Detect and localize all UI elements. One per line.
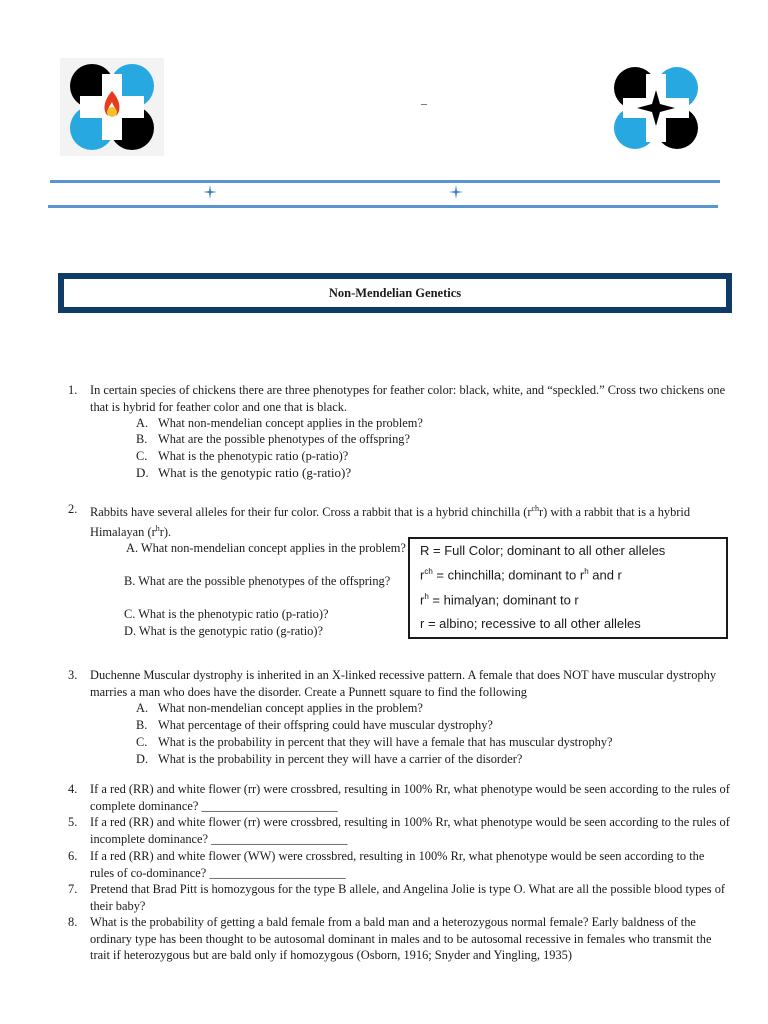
subquestion: D. What is the genotypic ratio (g-ratio)?: [124, 624, 323, 638]
allele-line: $r^h$ = himalyan; dominant to r: [420, 592, 579, 608]
question-number: 1.: [68, 383, 78, 397]
subquestion: B. What percentage of their offspring could have muscular dystrophy?: [136, 718, 493, 732]
allele-line: R = Full Color; dominant to all other alleles: [420, 543, 666, 558]
header-rule-top: [50, 180, 720, 183]
right-seal-logo: [605, 62, 709, 154]
header-rule-bottom: [48, 205, 718, 208]
question-text: What is the probability of getting a bald female from a bald man and a heterozygous normal female? Early baldness of the ordinary type has been thought to be autosomal dominant in males and to be autosomal recessive in females who transmit the trait if heterozygous but are bald only if homozygous (Osborn, 1916; Snyder and Yingling, 1935): [90, 915, 712, 962]
sparkle-icon: [449, 185, 463, 199]
title-box: [58, 273, 732, 313]
header-dash: –: [421, 96, 427, 110]
subquestion: B. What are the possible phenotypes of the offspring?: [124, 574, 391, 588]
subquestion: B. What are the possible phenotypes of the offspring?: [136, 432, 410, 446]
question-text: Pretend that Brad Pitt is homozygous for the type B allele, and Angelina Jolie is type O. What are all the possible blood types of their baby?: [90, 882, 726, 913]
question-text: If a red (RR) and white flower (rr) were crossbred, resulting in 100% Rr, what phenotype would be seen according to the rules of incomplete dominance? ______________________: [90, 815, 730, 846]
question-number: 2.: [68, 502, 78, 516]
question-text: If a red (RR) and white flower (WW) were crossbred, resulting in 100% Rr, what phenotype would be seen according to the rules of co-dominance? ______________________: [90, 849, 705, 880]
subquestion: A. What non-mendelian concept applies in the problem?: [136, 701, 423, 715]
left-seal-logo: [60, 58, 164, 156]
allele-line: $r^{ch}$ = chinchilla; dominant to $r^h$ and r: [420, 567, 622, 583]
question-text: In certain species of chickens there are three phenotypes for feather color: black, white, and “speckled.” Cross two chickens one that is hybrid for feather color and one that is black.: [90, 383, 726, 414]
sparkle-icon: [203, 185, 217, 199]
question-number: 4.: [68, 782, 78, 796]
subquestion: A. What non-mendelian concept applies in the problem?: [136, 416, 423, 430]
question-text: Duchenne Muscular dystrophy is inherited in an X-linked recessive pattern. A female that does NOT have muscular dystrophy marries a man who does have the disorder. Create a Punnett square to find the following: [90, 668, 717, 699]
question-number: 8.: [68, 915, 78, 929]
allele-line: r = albino; recessive to all other alleles: [420, 616, 641, 631]
subquestion: C. What is the phenotypic ratio (p-ratio)?: [136, 449, 349, 463]
subquestion: C. What is the probability in percent that they will have a female that has muscular dystrophy?: [136, 735, 613, 749]
subquestion: D. What is the genotypic ratio (g-ratio)?: [136, 465, 352, 480]
question-number: 3.: [68, 668, 78, 682]
question-number: 7.: [68, 882, 78, 896]
question-text: If a red (RR) and white flower (rr) were crossbred, resulting in 100% Rr, what phenotype would be seen according to the rules of complete dominance? ______________________: [90, 782, 730, 813]
subquestion: C. What is the phenotypic ratio (p-ratio)?: [124, 607, 329, 621]
subquestion: A. What non-mendelian concept applies in the problem?: [126, 541, 406, 555]
question-number: 5.: [68, 815, 78, 829]
question-text: Rabbits have several alleles for their fur color. Cross a rabbit that is a hybrid chinchilla $(r^{ch}r)$ with a rabbit that is a hybrid Himalayan $(r^hr)$.: [90, 504, 691, 539]
allele-key-box: [408, 537, 728, 639]
subquestion: D. What is the probability in percent they will have a carrier of the disorder?: [136, 752, 523, 766]
page-title: Non-Mendelian Genetics: [328, 285, 462, 300]
question-number: 6.: [68, 849, 78, 863]
